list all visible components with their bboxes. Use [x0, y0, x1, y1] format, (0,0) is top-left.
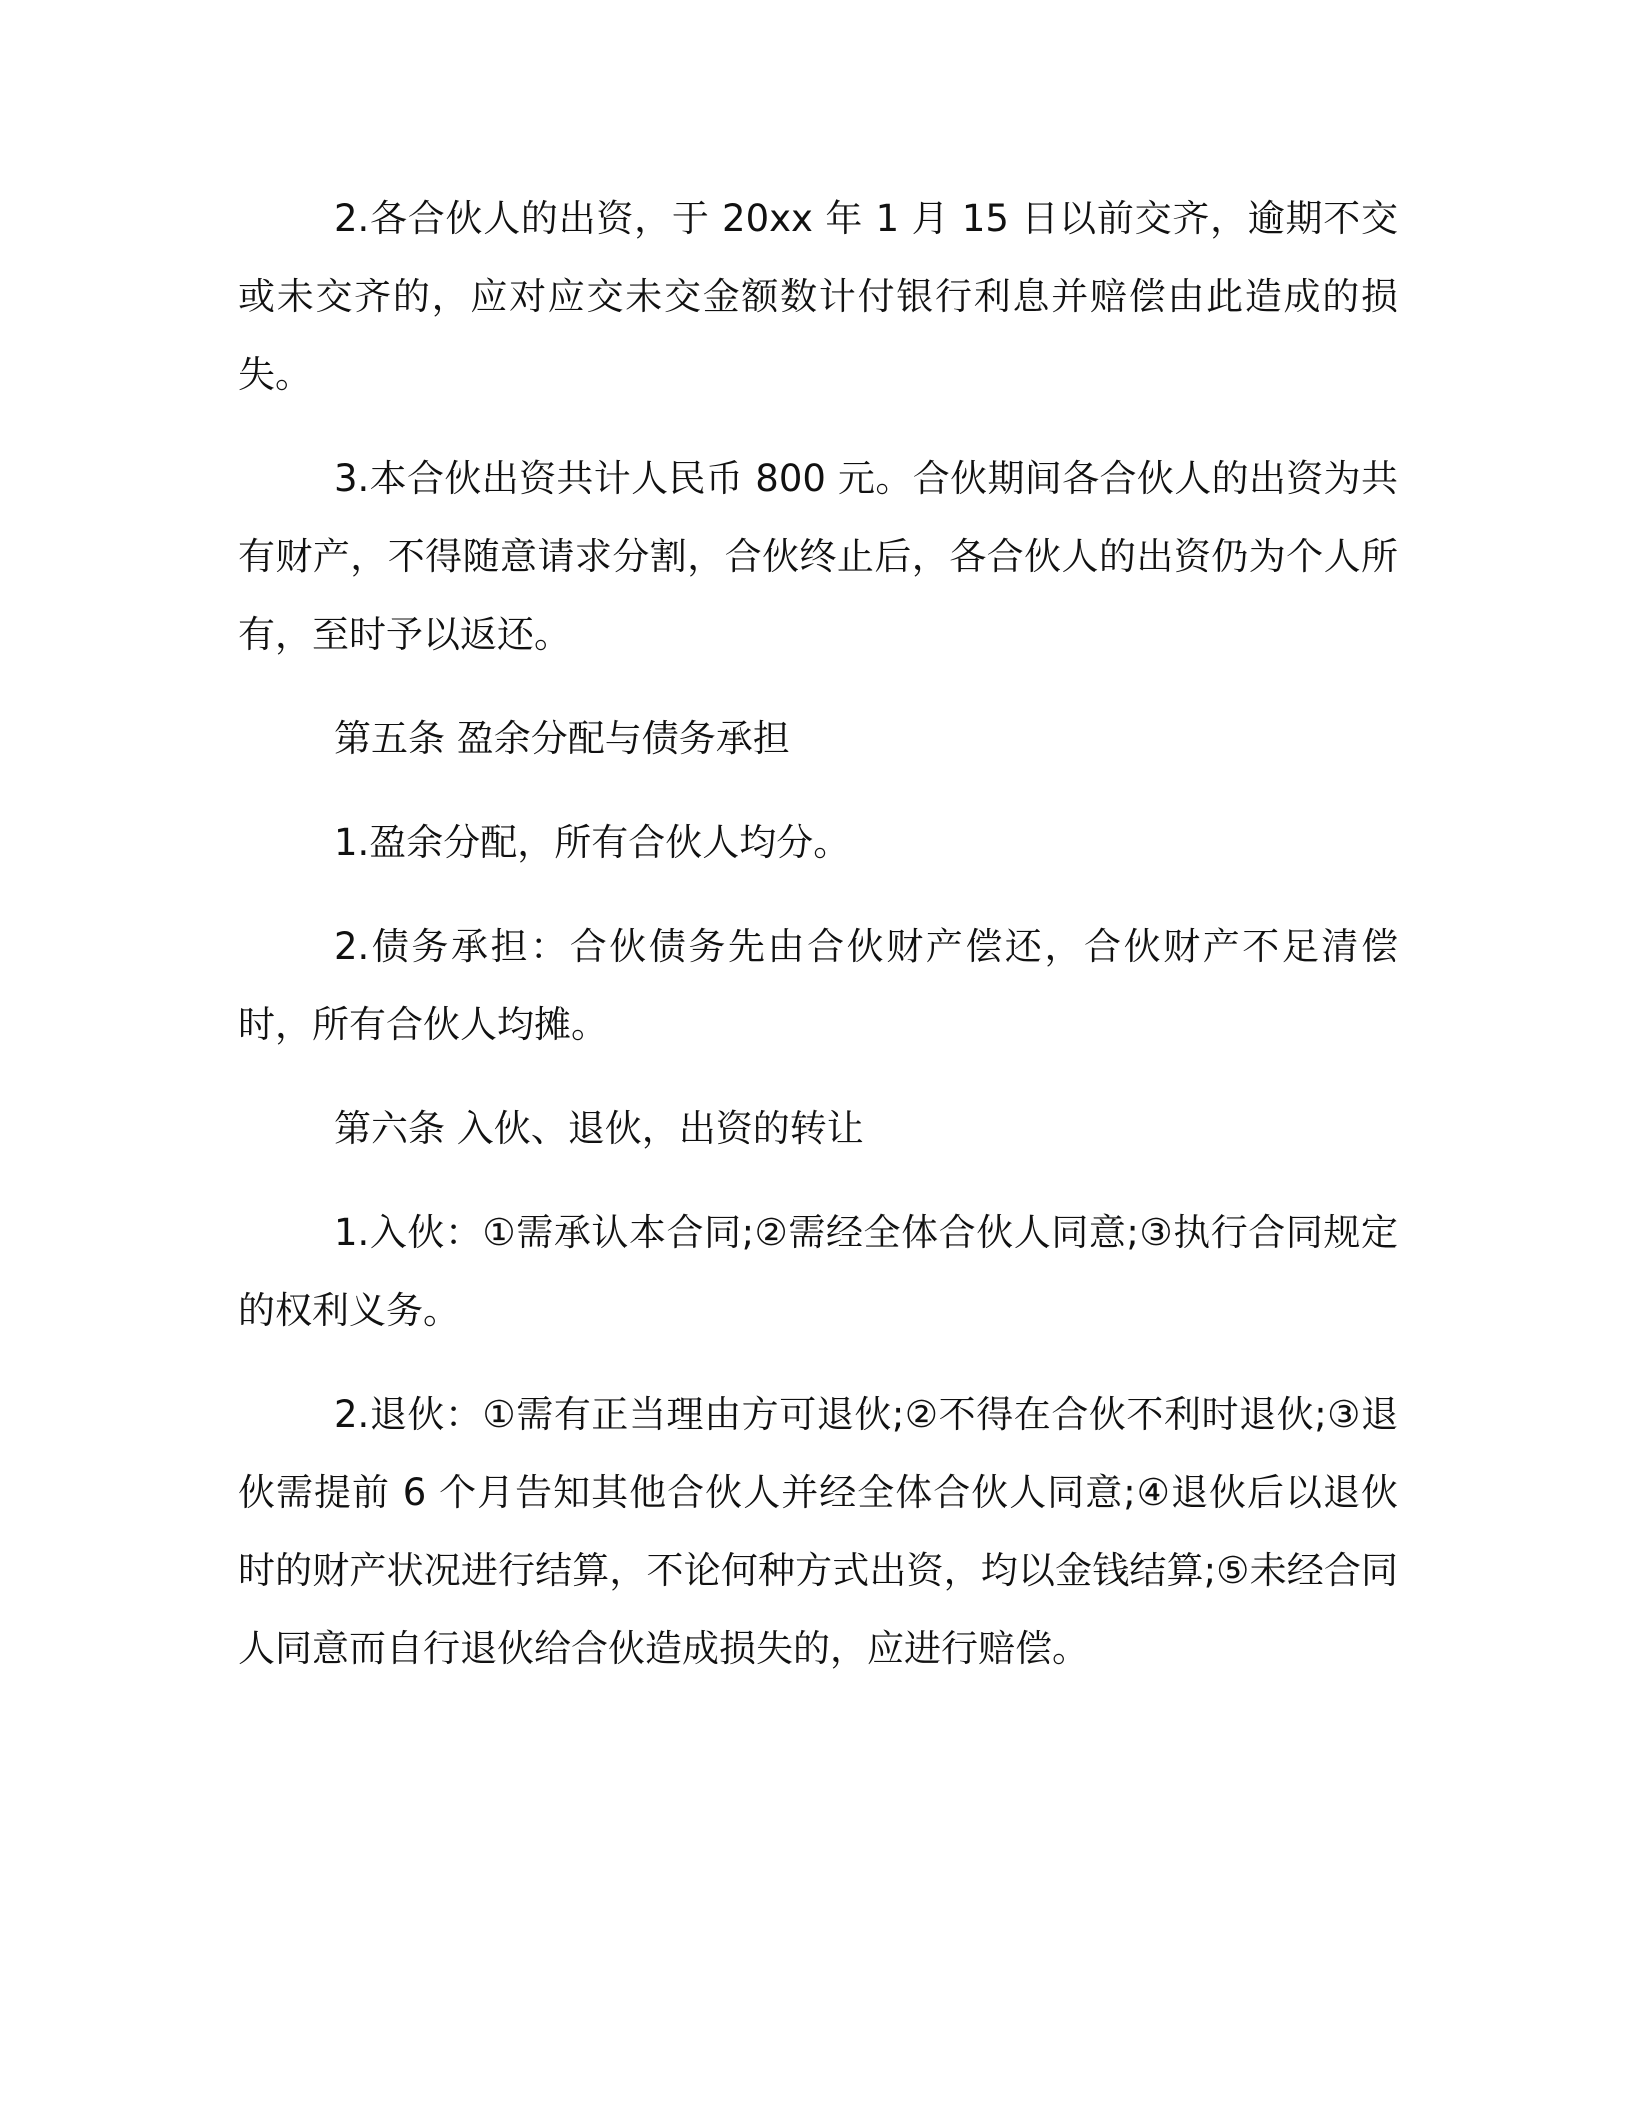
- paragraph-profit-distribution: 1.盈余分配，所有合伙人均分。: [334, 821, 851, 864]
- paragraph-contribution-deadline: 2.各合伙人的出资，于 20xx 年 1 月 15 日以前交齐，逾期不交或未交齐的，应对应交未交金额数计付银行利息并赔偿由此造成的损失。: [238, 197, 1398, 396]
- document-body: [238, 180, 1398, 1714]
- paragraph-contribution-total: 3.本合伙出资共计人民币 800 元。合伙期间各合伙人的出资为共有财产，不得随意请求分割，合伙终止后，各合伙人的出资仍为个人所有，至时予以返还。: [238, 457, 1398, 656]
- paragraph-joining: 1.入伙：①需承认本合同;②需经全体合伙人同意;③执行合同规定的权利义务。: [238, 1211, 1398, 1332]
- paragraph-debt-bearing: 2.债务承担：合伙债务先由合伙财产偿还，合伙财产不足清偿时，所有合伙人均摊。: [238, 925, 1398, 1046]
- paragraph-withdrawal: 2.退伙：①需有正当理由方可退伙;②不得在合伙不利时退伙;③退伙需提前 6 个月告知其他合伙人并经全体合伙人同意;④退伙后以退伙时的财产状况进行结算，不论何种方式出资，均以金钱结算;⑤未经合同人同意而自行退伙给合伙造成损失的，应进行赔偿。: [238, 1393, 1398, 1670]
- article-five-heading: 第五条 盈余分配与债务承担: [334, 717, 790, 760]
- article-six-heading: 第六条 入伙、退伙，出资的转让: [334, 1107, 864, 1150]
